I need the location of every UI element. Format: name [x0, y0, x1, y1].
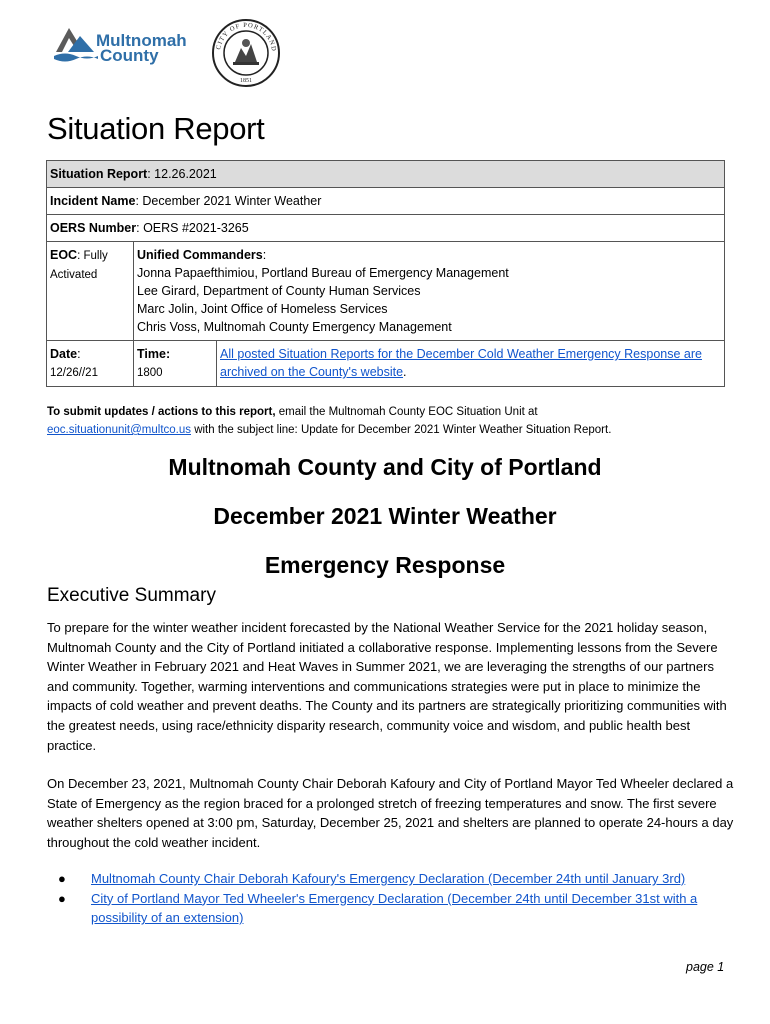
date-colon: :: [77, 347, 81, 361]
bullet-icon: ●: [58, 871, 66, 886]
city-of-portland-seal: [211, 18, 281, 88]
summary-paragraph-2: On December 23, 2021, Multnomah County Chair Deborah Kafoury and City of Portland Mayor Ted Wheeler declared a State of Emergency as the region braced for a prolonged stretch of freezing temperatures and snow. The first severe weather shelters opened at 3:00 pm, Saturday, December 25, 2021 and shelters are planned to operate 24-hours a day throughout the cold weather incident.: [47, 776, 734, 850]
date-label: Date: [50, 347, 78, 361]
table-row-incident: [47, 188, 725, 215]
page-title: Situation Report: [47, 111, 265, 146]
date-value: 12/26//21: [50, 367, 98, 379]
heading-line-3: Emergency Response: [264, 552, 506, 578]
page-number: page 1: [686, 960, 725, 974]
table-row-report: [47, 161, 725, 188]
time-value: 1800: [137, 367, 163, 379]
seal-year: 1851: [240, 78, 252, 84]
table-row-oers: [47, 215, 725, 242]
incident-cell: [47, 188, 725, 215]
submit-text-1: email the Multnomah County EOC Situation Unit at: [275, 406, 538, 418]
archive-cell: [217, 341, 725, 387]
submit-instructions: [47, 403, 737, 439]
logo-line-1: Multnomah: [96, 31, 187, 50]
submit-text-2: with the subject line: Update for December 2021 Winter Weather Situation Report.: [191, 424, 612, 436]
heading-line-1: Multnomah County and City of Portland: [168, 454, 602, 480]
city-declaration-link[interactable]: City of Portland Mayor Ted Wheeler's Emergency Declaration (December 24th until December 31st with a possibility of an extension): [91, 890, 698, 926]
commander-4: Chris Voss, Multnomah County Emergency Management: [137, 320, 452, 334]
date-cell: [47, 341, 134, 387]
table-row-date: [47, 341, 725, 387]
commanders-label: Unified Commanders: [137, 248, 263, 262]
list-item: [47, 889, 737, 928]
eoc-email-link[interactable]: eoc.situationunit@multco.us: [47, 424, 191, 436]
declaration-links-list: [47, 869, 737, 928]
summary-paragraph-1: To prepare for the winter weather incident forecasted by the National Weather Service for the 2021 holiday season, Multnomah County and the City of Portland initiated a collaborative response. Implementing lessons from the Severe Winter Weather in February 2021 and Heat Waves in Summer 2021, we are leveraging the strengths of our partners and community. Together, warming interventions and communications strategies were put in place to minimize the impacts of cold weather and prevent deaths. The County and its partners are strategically prioritizing communities with the greatest needs, using race/ethnicity disparity research, community voice and wisdom, and public health best practice.: [47, 620, 727, 753]
eoc-value-1: : Fully: [77, 250, 108, 262]
situation-info-table: [46, 160, 725, 387]
incident-label: Incident Name: [50, 194, 136, 208]
seal-text: CITY OF PORTLAND: [215, 21, 278, 53]
submit-bold: To submit updates / actions to this report,: [47, 406, 276, 418]
table-row-eoc: [47, 242, 725, 341]
oers-value: : OERS #2021-3265: [136, 221, 249, 235]
commander-2: Lee Girard, Department of County Human Services: [137, 284, 421, 298]
archive-period: .: [403, 365, 407, 379]
oers-cell: [47, 215, 725, 242]
commander-3: Marc Jolin, Joint Office of Homeless Services: [137, 302, 388, 316]
report-value: : 12.26.2021: [147, 167, 217, 181]
commanders-cell: [134, 242, 725, 341]
multnomah-county-logo: [54, 26, 189, 66]
eoc-cell: [47, 242, 134, 341]
seal-icon: [211, 18, 281, 88]
time-label: Time:: [137, 347, 171, 361]
report-label: Situation Report: [50, 167, 148, 181]
archive-link[interactable]: All posted Situation Reports for the December Cold Weather Emergency Response are archived on the County's website: [220, 347, 702, 379]
incident-value: : December 2021 Winter Weather: [135, 194, 322, 208]
commanders-colon: :: [262, 248, 267, 262]
heading-line-2: December 2021 Winter Weather: [213, 503, 557, 529]
list-item: [47, 869, 737, 889]
executive-summary-heading: Executive Summary: [47, 585, 216, 606]
eoc-label: EOC: [50, 248, 78, 262]
county-declaration-link[interactable]: Multnomah County Chair Deborah Kafoury's Emergency Declaration (December 24th until January 3rd): [91, 871, 686, 886]
commander-1: Jonna Papaefthimiou, Portland Bureau of Emergency Management: [137, 266, 509, 280]
mountain-logo-icon: [54, 26, 100, 66]
report-cell: [47, 161, 725, 188]
eoc-value-2: Activated: [50, 269, 98, 281]
oers-label: OERS Number: [50, 221, 137, 235]
logo-line-2: County: [100, 46, 159, 65]
time-cell: [134, 341, 217, 387]
bullet-icon: ●: [58, 890, 66, 906]
